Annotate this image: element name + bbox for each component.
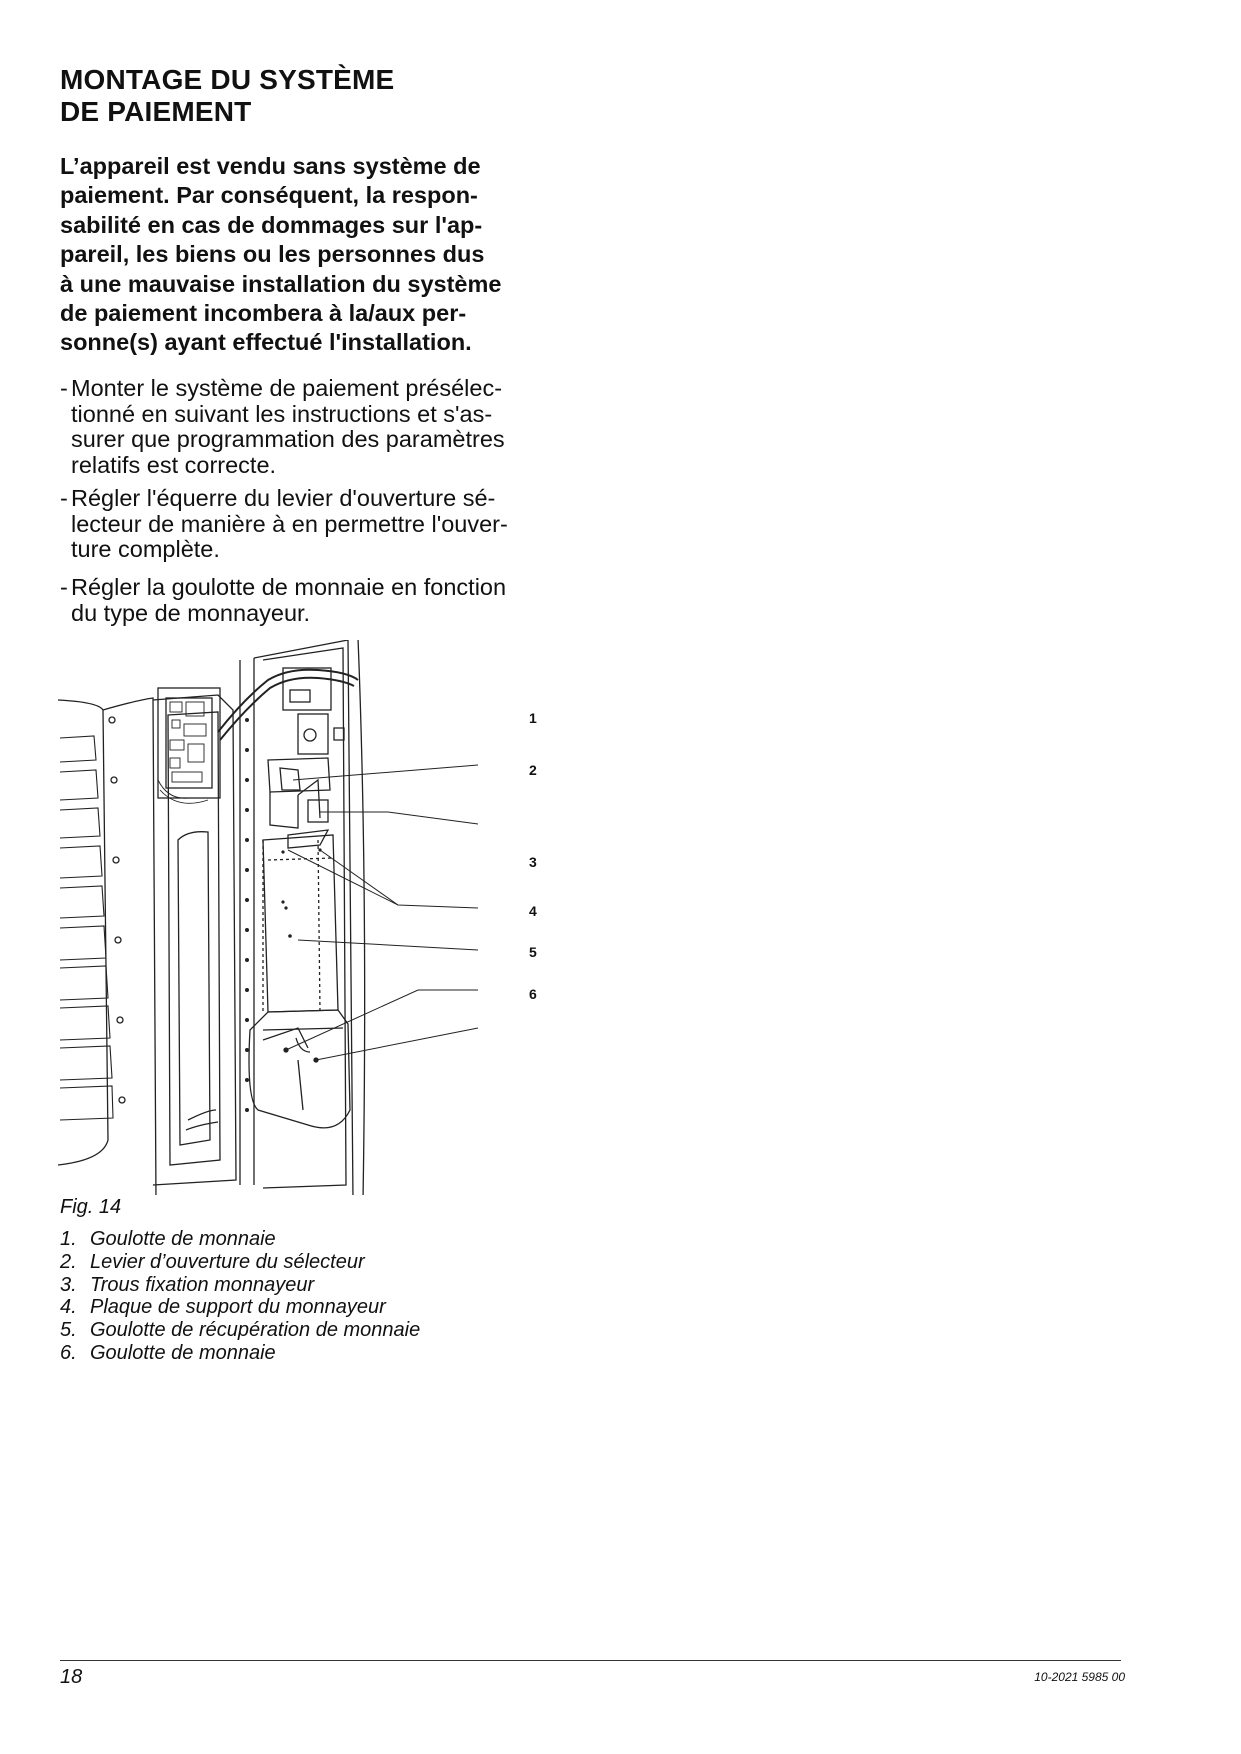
step-line: surer que programmation des paramètres — [71, 426, 505, 453]
legend-number: 4. — [60, 1296, 77, 1319]
step-line: Monter le système de paiement présélec- — [71, 375, 503, 401]
legend-text: Trous fixation monnayeur — [90, 1273, 315, 1296]
warning-line: pareil, les biens ou les personnes dus — [60, 241, 485, 268]
legend-text: Levier d’ouverture du sélecteur — [90, 1250, 365, 1273]
legend-item — [60, 1319, 420, 1342]
page-title — [60, 64, 580, 128]
warning-line: paiement. Par conséquent, la respon- — [60, 182, 478, 209]
legend-text: Goulotte de monnaie — [90, 1341, 276, 1364]
callout-1: 1 — [529, 710, 537, 726]
footer-divider — [60, 1660, 1121, 1661]
callout-5: 5 — [529, 944, 537, 960]
page-title-line-2: DE PAIEMENT — [60, 96, 252, 127]
step-line: Régler la goulotte de monnaie en fonction — [71, 574, 507, 600]
figure-14-illustration — [58, 640, 537, 1195]
legend-text: Plaque de support du monnayeur — [90, 1296, 386, 1319]
warning-line: sabilité en cas de dommages sur l'ap- — [60, 211, 483, 238]
legend-item — [60, 1296, 420, 1319]
legend-number: 1. — [60, 1228, 77, 1250]
step-line: ture complète. — [71, 536, 220, 563]
instruction-step-3 — [60, 575, 600, 626]
instruction-step-2 — [60, 486, 600, 563]
legend-item — [60, 1274, 420, 1297]
step-line: tionné en suivant les instructions et s'as- — [71, 400, 493, 427]
legend-text: Goulotte de monnaie — [90, 1228, 276, 1250]
instruction-step-1 — [60, 376, 600, 478]
step-line: du type de monnayeur. — [71, 599, 311, 626]
callout-3: 3 — [529, 854, 537, 870]
callout-2: 2 — [529, 762, 537, 778]
vending-machine-interior-drawing — [58, 640, 488, 1195]
step-line: Régler l'équerre du levier d'ouverture sé- — [71, 485, 496, 511]
legend-number: 6. — [60, 1341, 77, 1364]
legend-number: 5. — [60, 1319, 77, 1342]
liability-warning — [60, 152, 592, 358]
step-line: relatifs est correcte. — [71, 451, 277, 478]
warning-line: L’appareil est vendu sans système de — [60, 153, 481, 179]
legend-item — [60, 1251, 420, 1274]
page-number: 18 — [60, 1666, 83, 1688]
legend-text: Goulotte de récupération de monnaie — [90, 1319, 421, 1342]
step-line: lecteur de manière à en permettre l'ouver- — [71, 510, 508, 537]
callout-6: 6 — [529, 986, 537, 1002]
legend-number: 2. — [60, 1250, 77, 1273]
bullet-dash: - — [60, 375, 68, 401]
figure-legend — [60, 1228, 420, 1365]
callout-4: 4 — [529, 903, 537, 919]
page-title-line-1: MONTAGE DU SYSTÈME — [60, 64, 395, 95]
warning-line: de paiement incombera à la/aux per- — [60, 300, 467, 327]
legend-item — [60, 1342, 420, 1365]
legend-item — [60, 1228, 420, 1251]
document-code: 10-2021 5985 00 — [1034, 1670, 1125, 1684]
legend-number: 3. — [60, 1273, 77, 1296]
warning-line: à une mauvaise installation du système — [60, 270, 502, 297]
bullet-dash: - — [60, 574, 68, 600]
bullet-dash: - — [60, 485, 68, 511]
warning-line: sonne(s) ayant effectué l'installation. — [60, 329, 472, 356]
figure-caption: Fig. 14 — [60, 1196, 122, 1218]
